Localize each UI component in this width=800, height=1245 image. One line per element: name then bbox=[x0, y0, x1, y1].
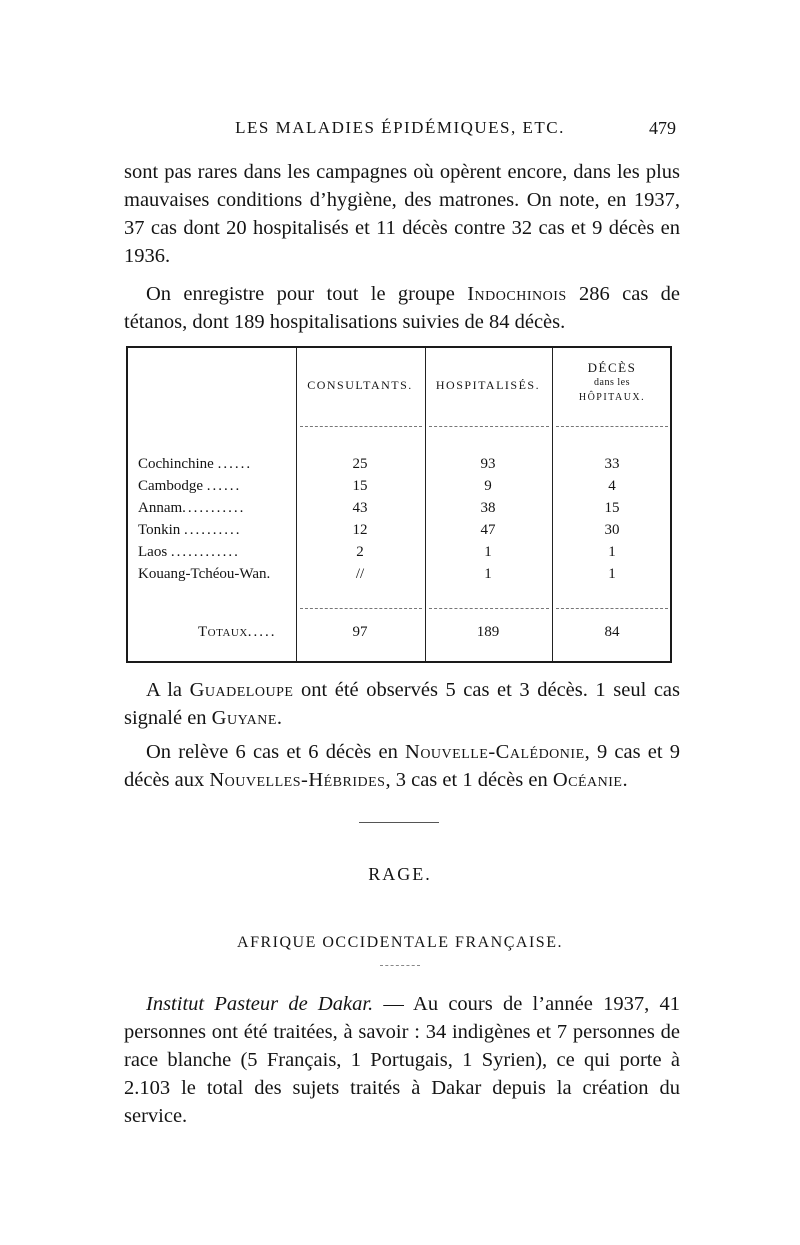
cell-deces: 1 bbox=[608, 566, 616, 582]
subsection-heading: AFRIQUE OCCIDENTALE FRANÇAISE. bbox=[237, 934, 563, 951]
cell-deces: 1 bbox=[608, 544, 616, 560]
row-label: Cochinchine ...... bbox=[138, 456, 253, 472]
row-label: Laos ............ bbox=[138, 544, 240, 560]
total-rule bbox=[300, 608, 422, 609]
paragraph-intro bbox=[124, 158, 680, 270]
cell-deces: 33 bbox=[604, 456, 620, 472]
running-header bbox=[0, 118, 800, 144]
column-header-deces bbox=[552, 360, 672, 405]
paragraph-text: On relève 6 cas et 6 décès en Nouvelle-Calédonie, 9 cas et 9 décès aux Nouvelles-Hébrides, 3 cas et 1 décès en Océanie. bbox=[124, 741, 680, 791]
text-run: 286 cas de tétanos, dont 189 hospitalisations suivies de 84 décès. bbox=[124, 283, 681, 333]
paragraph-oceania bbox=[124, 738, 680, 794]
column-header-consultants: CONSULTANTS. bbox=[307, 378, 413, 392]
cell-consultants: 15 bbox=[352, 478, 368, 494]
table-row bbox=[128, 566, 670, 588]
page-number: 479 bbox=[649, 118, 676, 138]
cell-deces: 15 bbox=[604, 500, 620, 516]
cell-consultants: 97 bbox=[352, 624, 368, 640]
header-line: HÔPITAUX. bbox=[578, 392, 646, 403]
paragraph-guadeloupe bbox=[124, 676, 680, 732]
paragraph-indochina bbox=[124, 280, 680, 336]
row-label: Tonkin .......... bbox=[138, 522, 242, 538]
total-rule bbox=[556, 608, 668, 609]
header-rule bbox=[556, 426, 668, 427]
cell-consultants: 2 bbox=[356, 544, 364, 560]
paragraph-text: sont pas rares dans les campagnes où opèrent encore, dans les plus mauvaises conditions d’hygiène, des matrones. On note, en 1937, 37 cas dont 20 hospitalisés et 11 décès contre 32 cas et 9 décès en 1936. bbox=[124, 161, 680, 267]
cell-deces: 30 bbox=[604, 522, 620, 538]
cell-deces: 4 bbox=[608, 478, 616, 494]
row-label: Totaux..... bbox=[198, 624, 277, 640]
cell-hospitalises: 93 bbox=[480, 456, 496, 472]
section-separator bbox=[359, 822, 439, 823]
paragraph-dakar bbox=[124, 990, 680, 1130]
row-label: Kouang-Tchéou-Wan. bbox=[138, 566, 271, 582]
tetanus-table bbox=[126, 346, 672, 663]
header-rule bbox=[300, 426, 422, 427]
section-heading: RAGE. bbox=[368, 864, 432, 884]
header-line: DÉCÈS bbox=[587, 360, 637, 375]
row-label: Annam........... bbox=[138, 500, 246, 516]
paragraph-text bbox=[124, 280, 680, 336]
cell-consultants: 25 bbox=[352, 456, 368, 472]
paragraph-text: A la Guadeloupe ont été observés 5 cas et 3 décès. 1 seul cas signalé en Guyane. bbox=[124, 679, 681, 729]
column-header-hospitalises: HOSPITALISÉS. bbox=[435, 378, 541, 392]
table-row bbox=[128, 544, 670, 566]
cell-hospitalises: 189 bbox=[476, 624, 500, 640]
cell-consultants: // bbox=[355, 566, 365, 582]
total-rule bbox=[429, 608, 549, 609]
paragraph-text: Institut Pasteur de Dakar. — Au cours de l’année 1937, 41 personnes ont été traitées, à savoir : 34 indigènes et 7 personnes de race blanche (5 Français, 1 Portugais, 1 Syrien), ce qui porte à 2.103 le total des sujets traités à Dakar depuis la création du service. bbox=[124, 993, 680, 1127]
table-row bbox=[128, 478, 670, 500]
cell-hospitalises: 9 bbox=[484, 478, 492, 494]
header-rule bbox=[429, 426, 549, 427]
cell-deces: 84 bbox=[604, 624, 620, 640]
text-run: On enregistre pour tout le groupe bbox=[146, 283, 468, 305]
table-total-row bbox=[128, 624, 670, 646]
cell-hospitalises: 47 bbox=[480, 522, 496, 538]
cell-hospitalises: 1 bbox=[484, 544, 492, 560]
header-line: dans les bbox=[594, 377, 630, 388]
subsection-separator bbox=[380, 965, 420, 966]
table-row bbox=[128, 500, 670, 522]
table-row bbox=[128, 456, 670, 478]
cell-consultants: 43 bbox=[352, 500, 368, 516]
table-row bbox=[128, 522, 670, 544]
text-run-smallcaps: Indochinois bbox=[467, 283, 567, 305]
cell-hospitalises: 1 bbox=[484, 566, 492, 582]
cell-consultants: 12 bbox=[352, 522, 368, 538]
cell-hospitalises: 38 bbox=[480, 500, 496, 516]
row-label: Cambodge ...... bbox=[138, 478, 242, 494]
running-title: LES MALADIES ÉPIDÉMIQUES, ETC. bbox=[235, 118, 565, 137]
